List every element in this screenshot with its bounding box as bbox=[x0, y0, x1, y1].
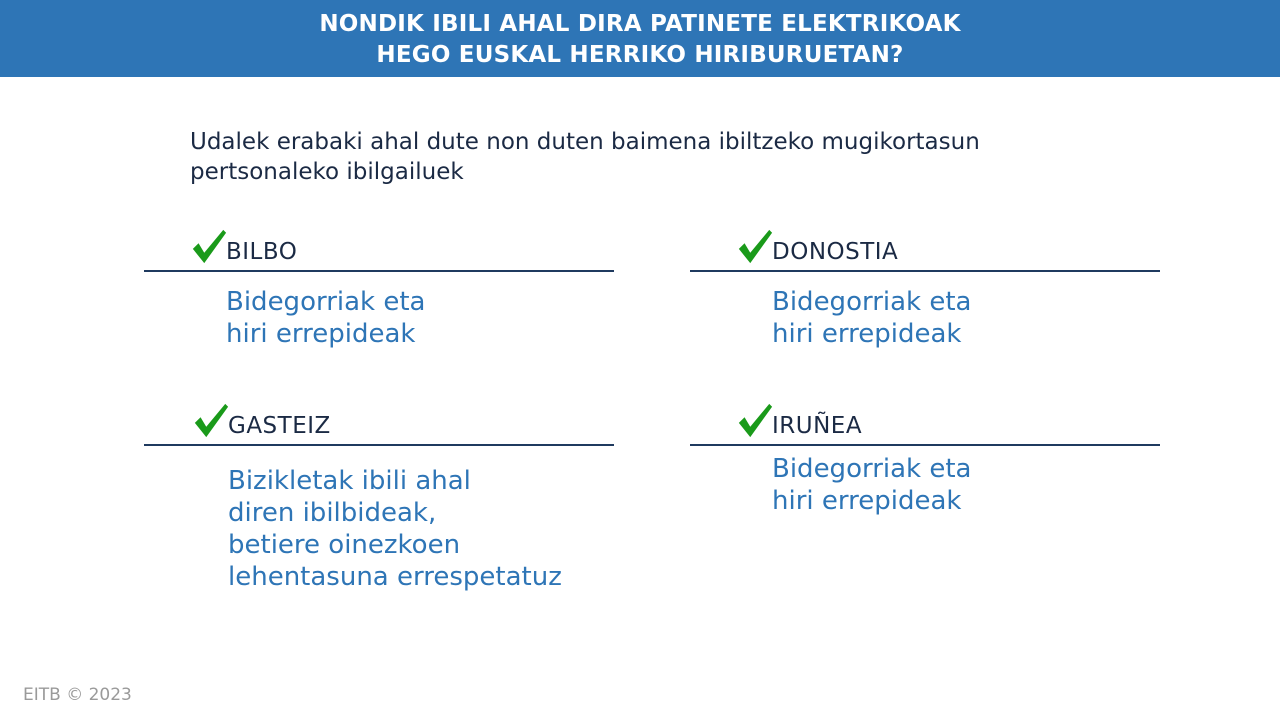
city-name: IRUÑEA bbox=[772, 413, 863, 439]
intro-line-2: pertsonaleko ibilgailuek bbox=[190, 159, 464, 185]
city-name: BILBO bbox=[226, 239, 298, 265]
description-line: Bizikletak ibili ahal bbox=[228, 466, 471, 496]
description-line: betiere oinezkoen bbox=[228, 530, 461, 560]
city-header bbox=[144, 402, 614, 446]
description-line: hiri errepideak bbox=[772, 319, 962, 349]
checkmark-icon bbox=[192, 402, 230, 440]
city-card-iruñea bbox=[690, 402, 1160, 516]
description-line: Bidegorriak eta bbox=[772, 287, 972, 317]
intro-line-1: Udalek erabaki ahal dute non duten baimena ibiltzeko mugikortasun bbox=[190, 129, 980, 155]
description-line: Bidegorriak eta bbox=[772, 454, 972, 484]
city-name: DONOSTIA bbox=[772, 239, 899, 265]
copyright-credit: EITB © 2023 bbox=[23, 685, 132, 705]
city-description bbox=[772, 453, 1162, 517]
intro-text bbox=[190, 127, 1150, 187]
city-header bbox=[690, 402, 1160, 446]
title-banner bbox=[0, 0, 1280, 77]
description-line: Bidegorriak eta bbox=[226, 287, 426, 317]
city-description bbox=[228, 465, 618, 593]
title-line-2: HEGO EUSKAL HERRIKO HIRIBURUETAN? bbox=[376, 42, 904, 68]
city-header bbox=[690, 228, 1160, 272]
city-description bbox=[226, 286, 616, 350]
city-card-bilbo bbox=[144, 228, 614, 349]
description-line: diren ibilbideak, bbox=[228, 498, 437, 528]
city-description bbox=[772, 286, 1162, 350]
city-name: GASTEIZ bbox=[228, 413, 331, 439]
city-card-gasteiz bbox=[144, 402, 614, 592]
checkmark-icon bbox=[190, 228, 228, 266]
description-line: hiri errepideak bbox=[772, 486, 962, 516]
description-line: lehentasuna errespetatuz bbox=[228, 562, 562, 592]
city-card-donostia bbox=[690, 228, 1160, 349]
city-header bbox=[144, 228, 614, 272]
description-line: hiri errepideak bbox=[226, 319, 416, 349]
checkmark-icon bbox=[736, 402, 774, 440]
checkmark-icon bbox=[736, 228, 774, 266]
title-line-1: NONDIK IBILI AHAL DIRA PATINETE ELEKTRIKOAK bbox=[319, 11, 961, 37]
